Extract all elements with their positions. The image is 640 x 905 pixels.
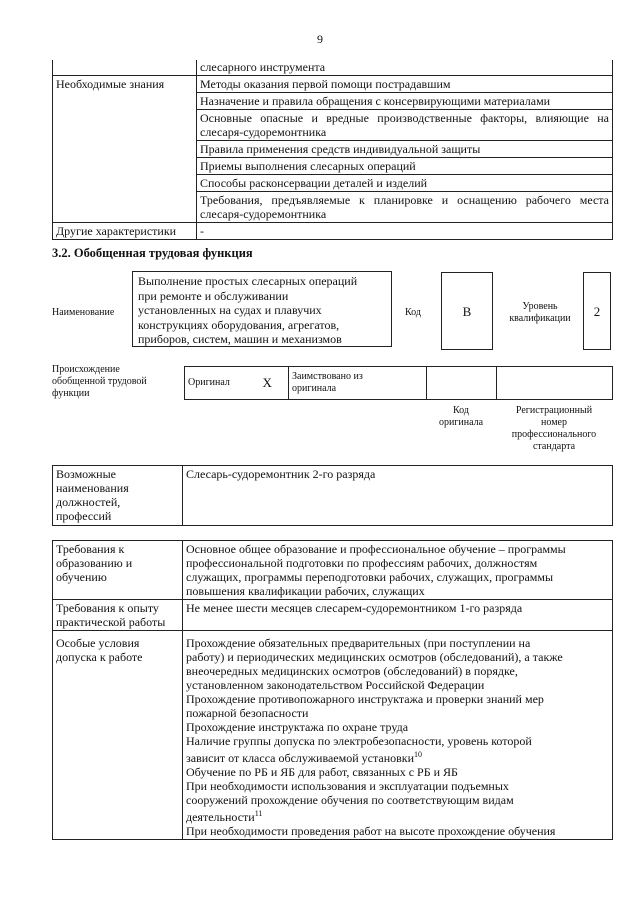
origin-label-line: Происхождение bbox=[52, 364, 120, 375]
original-mark: X bbox=[247, 367, 289, 400]
origin-label bbox=[52, 364, 147, 400]
function-name-line: конструкциях оборудования, агрегатов, bbox=[138, 317, 340, 332]
registration-caption-line: номер bbox=[541, 417, 567, 428]
experience-label bbox=[53, 600, 183, 631]
level-label bbox=[502, 301, 578, 325]
special-conditions bbox=[183, 631, 613, 840]
empty-cell bbox=[53, 60, 197, 76]
code-caption-line: Код bbox=[453, 405, 469, 416]
special-line: Прохождение инструктажа по охране труда bbox=[186, 720, 409, 734]
knowledge-item: Способы расконсервации деталей и изделий bbox=[197, 175, 613, 192]
special-line: работу) и периодических медицинских осмотров (обследований), а также bbox=[186, 650, 563, 664]
special-line: зависит от класса обслуживаемой установки bbox=[186, 751, 415, 765]
education-line: служащих, программы переподготовки рабочих, служащих, программы bbox=[186, 570, 554, 584]
positions-label-line: Возможные bbox=[56, 467, 116, 481]
function-name-line: приборов, систем, машин и механизмов bbox=[138, 332, 342, 346]
function-name-line: при ремонте и обслуживании bbox=[138, 288, 289, 303]
code-value-box bbox=[441, 272, 493, 350]
level-label-line: квалификации bbox=[509, 313, 571, 324]
special-line: При необходимости проведения работ на высоте прохождение обучения bbox=[186, 824, 556, 838]
table-row bbox=[53, 60, 613, 76]
registration-number-cell bbox=[497, 367, 613, 400]
special-line: пожарной безопасности bbox=[186, 706, 309, 720]
special-line: Наличие группы допуска по электробезопасности, уровень которой bbox=[186, 734, 532, 748]
original-label: Оригинал bbox=[185, 367, 247, 400]
table-row bbox=[53, 76, 613, 93]
positions-table bbox=[52, 465, 613, 526]
special-line: сооружений прохождение обучения по соответствующим видам bbox=[186, 793, 514, 807]
borrowed-label bbox=[289, 367, 427, 400]
footnote-marker: 11 bbox=[254, 809, 263, 818]
code-caption bbox=[426, 405, 496, 429]
special-label-line: Особые условия bbox=[56, 636, 140, 650]
level-value: 2 bbox=[593, 304, 601, 319]
function-name-line: установленных на судах и плавучих bbox=[138, 303, 322, 317]
knowledge-item: Правила применения средств индивидуальной защиты bbox=[197, 141, 613, 158]
registration-caption-line: Регистрационный bbox=[515, 405, 593, 416]
special-label bbox=[53, 631, 183, 840]
table-row bbox=[185, 367, 613, 400]
knowledge-table bbox=[52, 60, 613, 240]
code-value: B bbox=[462, 304, 472, 319]
table-row bbox=[53, 541, 613, 600]
special-line: Прохождение противопожарного инструктажа и проверки знаний мер bbox=[186, 692, 544, 706]
special-line: внеочередных медицинских осмотров (обследований) в порядке, bbox=[186, 664, 518, 678]
function-name-line: Выполнение простых слесарных операций bbox=[138, 274, 358, 288]
education-line: Основное общее образование и профессиональное обучение – программы bbox=[186, 542, 566, 556]
experience-value: Не менее шести месяцев слесарем-судоремонтником 1-го разряда bbox=[183, 600, 613, 631]
page-number: 9 bbox=[317, 32, 323, 46]
section-title: 3.2. Обобщенная трудовая функция bbox=[52, 246, 253, 260]
knowledge-item: Методы оказания первой помощи пострадавшим bbox=[197, 76, 613, 93]
original-code-cell bbox=[427, 367, 497, 400]
requirements-table bbox=[52, 540, 613, 840]
function-name-box bbox=[132, 271, 392, 347]
table-row bbox=[53, 600, 613, 631]
education-label-line: образованию и bbox=[56, 556, 133, 570]
experience-label-line: практической работы bbox=[56, 615, 166, 629]
other-label: Другие характеристики bbox=[53, 223, 197, 240]
special-line: При необходимости использования и эксплуатации подъемных bbox=[186, 779, 509, 793]
table-row bbox=[53, 223, 613, 240]
special-line-with-footnote bbox=[186, 807, 609, 824]
special-line: Прохождение обязательных предварительных (при поступлении на bbox=[186, 636, 531, 650]
registration-caption-line: стандарта bbox=[532, 441, 576, 452]
code-label: Код bbox=[405, 307, 421, 318]
positions-label-line: должностей, bbox=[56, 495, 121, 509]
positions-label-line: профессий bbox=[56, 509, 112, 523]
table-row bbox=[53, 631, 613, 840]
level-label-line: Уровень bbox=[522, 301, 558, 312]
code-caption-line: оригинала bbox=[438, 417, 484, 428]
education-value bbox=[183, 541, 613, 600]
special-line: деятельности bbox=[186, 810, 255, 824]
knowledge-item: Требования, предъявляемые к планировке и оснащению рабочего места слесаря-судоремонтника bbox=[197, 192, 613, 223]
knowledge-item: Приемы выполнения слесарных операций bbox=[197, 158, 613, 175]
origin-label-line: функции bbox=[52, 388, 90, 399]
other-value: - bbox=[197, 223, 613, 240]
level-value-box bbox=[583, 272, 611, 350]
table-row bbox=[53, 466, 613, 526]
positions-label bbox=[53, 466, 183, 526]
knowledge-item: Назначение и правила обращения с консервирующими материалами bbox=[197, 93, 613, 110]
name-label: Наименование bbox=[52, 307, 115, 318]
registration-caption bbox=[496, 405, 612, 453]
experience-label-line: Требования к опыту bbox=[56, 601, 159, 615]
education-line: повышения квалификации рабочих, служащих bbox=[186, 584, 425, 598]
borrowed-label-line: Заимствовано из bbox=[292, 371, 363, 382]
borrowed-label-line: оригинала bbox=[292, 383, 337, 394]
positions-value: Слесарь-судоремонтник 2-го разряда bbox=[183, 466, 613, 526]
footnote-marker: 10 bbox=[414, 750, 423, 759]
origin-label-line: обобщенной трудовой bbox=[52, 376, 147, 387]
education-label-line: Требования к bbox=[56, 542, 125, 556]
knowledge-item: Основные опасные и вредные производственные факторы, влияющие на слесаря-судоремонтника bbox=[197, 110, 613, 141]
special-line: Обучение по РБ и ЯБ для работ, связанных с РБ и ЯБ bbox=[186, 765, 458, 779]
positions-label-line: наименования bbox=[56, 481, 129, 495]
education-label bbox=[53, 541, 183, 600]
special-label-line: допуска к работе bbox=[56, 650, 143, 664]
special-line: установленном законодательством Российской Федерации bbox=[186, 678, 485, 692]
knowledge-label: Необходимые знания bbox=[53, 76, 197, 223]
education-line: профессиональной подготовки по профессиям рабочих, должностям bbox=[186, 556, 538, 570]
continued-text: слесарного инструмента bbox=[197, 60, 613, 76]
origin-table bbox=[184, 366, 613, 400]
education-label-line: обучению bbox=[56, 570, 107, 584]
special-line-with-footnote bbox=[186, 748, 609, 765]
registration-caption-line: профессионального bbox=[511, 429, 597, 440]
